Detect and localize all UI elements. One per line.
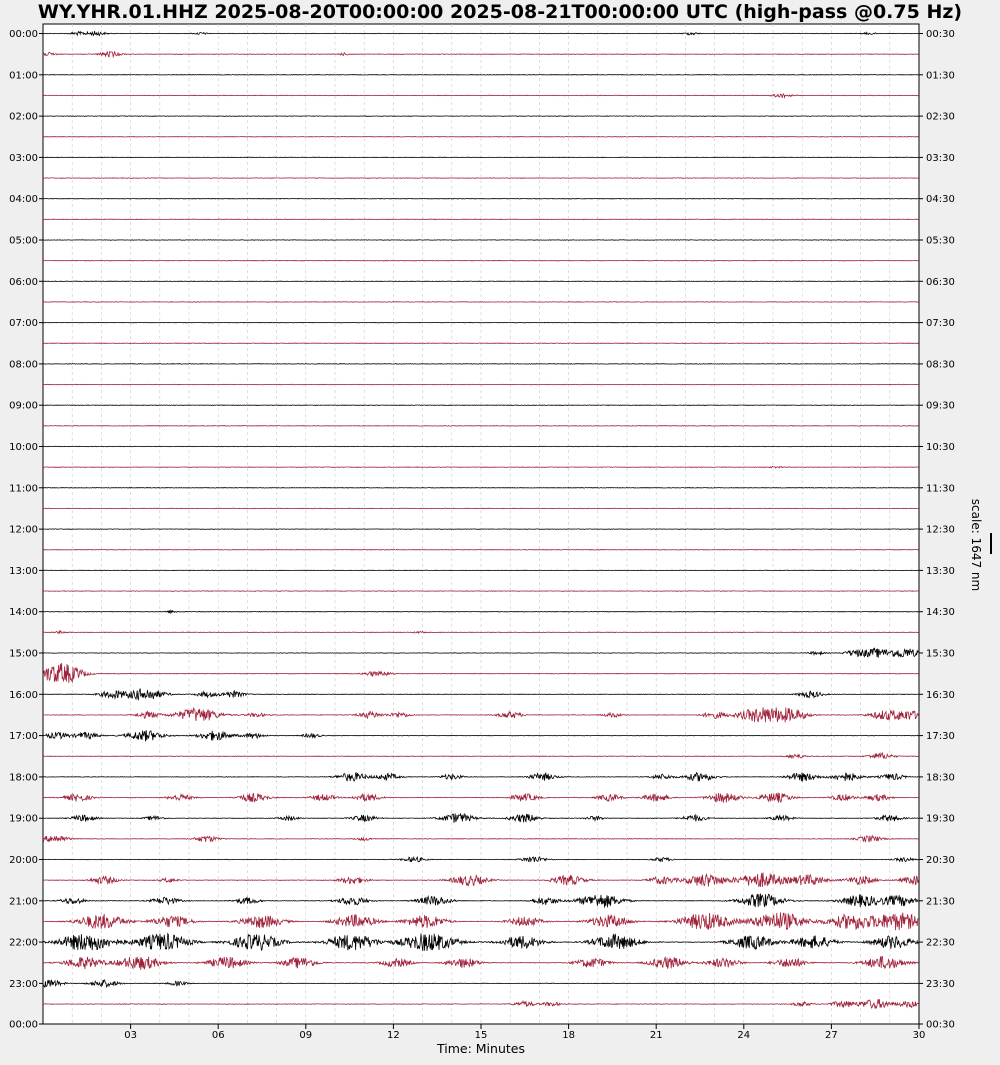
left-time-label: 13:00 [9, 565, 38, 577]
right-time-label: 05:30 [926, 235, 955, 247]
trace-7 [43, 178, 918, 179]
left-time-labels [9, 29, 43, 1031]
left-time-label: 16:00 [9, 689, 38, 701]
x-tick-label: 27 [825, 1030, 838, 1041]
x-tick-label: 30 [912, 1030, 926, 1041]
x-tick-label: 06 [211, 1030, 225, 1041]
right-time-label: 08:30 [926, 359, 955, 371]
left-time-label: 14:00 [9, 607, 38, 619]
left-time-label: 02:00 [9, 111, 38, 123]
x-tick-label: 12 [387, 1030, 400, 1041]
left-time-label: 04:00 [9, 194, 38, 206]
right-time-label: 21:30 [926, 896, 955, 908]
left-time-label: 01:00 [9, 70, 38, 82]
x-tick-label: 03 [124, 1030, 137, 1041]
right-time-label: 01:30 [926, 70, 955, 82]
trace-19 [43, 426, 918, 427]
trace-25 [43, 550, 918, 551]
right-time-label: 16:30 [926, 689, 955, 701]
x-tick-label: 21 [649, 1030, 663, 1041]
right-time-label: 10:30 [926, 442, 955, 453]
x-tick-label: 15 [474, 1030, 488, 1041]
right-time-label: 00:30 [926, 29, 955, 40]
left-time-label: 18:00 [9, 772, 38, 784]
left-time-label: 15:00 [9, 648, 38, 660]
left-time-label: 10:00 [9, 442, 38, 453]
right-time-label: 13:30 [926, 565, 955, 577]
trace-17 [43, 384, 918, 385]
left-time-label: 03:00 [9, 152, 38, 164]
chart-title: WY.YHR.01.HHZ 2025-08-20T00:00:00 2025-08-21T00:00:00 UTC (high-pass @0.75 Hz) [37, 1, 963, 23]
trace-11 [43, 260, 918, 261]
x-axis-ticks [124, 1024, 925, 1041]
right-time-label: 09:30 [926, 400, 955, 412]
left-time-label: 08:00 [9, 359, 38, 371]
right-time-label: 07:30 [926, 318, 955, 330]
x-tick-label: 09 [299, 1030, 313, 1041]
right-time-label: 12:30 [926, 524, 955, 536]
right-time-label: 18:30 [926, 772, 955, 784]
right-time-label: 15:30 [926, 648, 955, 660]
left-time-label: 22:00 [9, 937, 38, 949]
trace-27 [43, 591, 918, 592]
trace-13 [43, 302, 918, 303]
left-time-label: 17:00 [9, 731, 38, 743]
left-time-label: 05:00 [9, 235, 38, 247]
left-time-label: 07:00 [9, 318, 38, 330]
left-time-label: 21:00 [9, 896, 38, 908]
right-time-label: 02:30 [926, 111, 955, 123]
right-time-label: 14:30 [926, 607, 955, 619]
left-time-label: 23:00 [9, 978, 38, 990]
right-time-label: 00:30 [926, 1019, 955, 1031]
left-time-label: 19:00 [9, 813, 38, 825]
trace-23 [43, 508, 918, 509]
right-time-label: 04:30 [926, 194, 955, 206]
trace-5 [43, 137, 918, 138]
right-time-label: 22:30 [926, 937, 955, 949]
x-tick-label: 18 [562, 1030, 575, 1041]
x-axis-label: Time: Minutes [437, 1041, 525, 1056]
right-time-label: 11:30 [926, 483, 955, 495]
right-time-label: 17:30 [926, 731, 955, 743]
left-time-label: 12:00 [9, 524, 38, 536]
left-time-label: 06:00 [9, 276, 38, 288]
right-time-label: 19:30 [926, 813, 955, 825]
right-time-label: 20:30 [926, 855, 955, 866]
left-time-label: 20:00 [9, 855, 38, 866]
right-time-label: 06:30 [926, 276, 955, 288]
trace-15 [43, 343, 918, 344]
left-time-label: 00:00 [9, 29, 38, 40]
scale-label: scale: 1647 nm [969, 498, 983, 592]
x-tick-label: 24 [737, 1030, 751, 1041]
right-time-label: 03:30 [926, 152, 955, 164]
left-time-label: 09:00 [9, 400, 38, 412]
left-time-label: 11:00 [9, 483, 38, 495]
right-time-label: 23:30 [926, 978, 955, 990]
left-time-label: 00:00 [9, 1019, 38, 1031]
right-time-labels [919, 29, 955, 1031]
